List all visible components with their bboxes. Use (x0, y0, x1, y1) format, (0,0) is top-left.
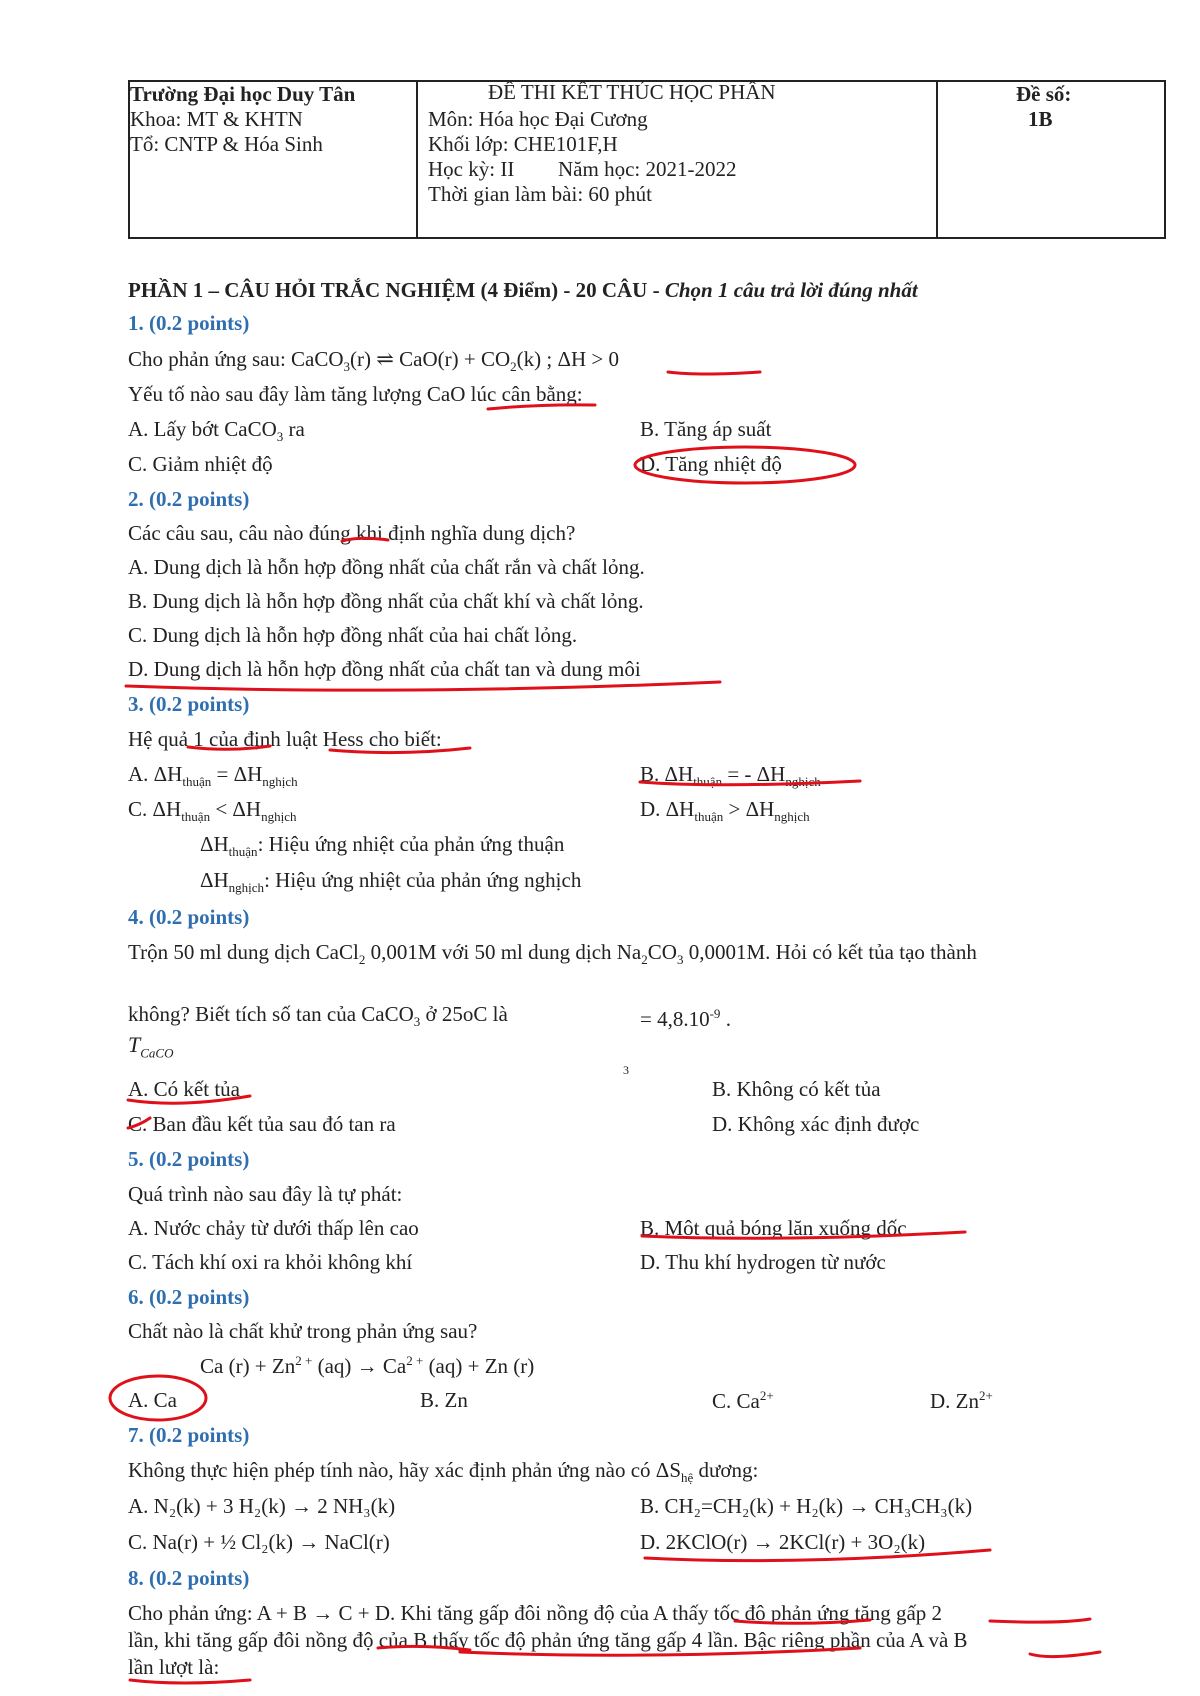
q6-option-b[interactable]: B. Zn (420, 1388, 468, 1412)
question-4-stem2: không? Biết tích số tan của CaCO$_3$ ở 25oC là (128, 1002, 508, 1030)
q5-option-b[interactable]: B. Một quả bóng lăn xuống dốc (640, 1216, 907, 1240)
q4-option-a[interactable]: A. Có kết tủa (128, 1077, 240, 1101)
q4-option-b[interactable]: B. Không có kết tủa (712, 1077, 881, 1101)
q2-option-a[interactable]: A. Dung dịch là hỗn hợp đồng nhất của chất rắn và chất lỏng. (128, 555, 645, 579)
question-3-stem: Hệ quả 1 của định luật Hess cho biết: (128, 727, 442, 751)
school-name: Trường Đại học Duy Tân (130, 82, 356, 106)
question-5-stem: Quá trình nào sau đây là tự phát: (128, 1182, 403, 1206)
q3-option-d[interactable]: D. $\Delta H_{thuận} > \Delta H_{nghịch}$ (640, 797, 810, 825)
question-1-stem: Cho phản ứng sau: CaCO$_3$(r) ⇌ $CaO(r) + CO_2(k)$ ; ΔH > 0 (128, 347, 619, 375)
q2-option-c[interactable]: C. Dung dịch là hỗn hợp đồng nhất của hai chất lỏng. (128, 623, 578, 647)
q5-option-d[interactable]: D. Thu khí hydrogen từ nước (640, 1250, 886, 1274)
ksp-value: = $4,8.10^{-9}$ . (640, 1006, 731, 1031)
q1-option-b[interactable]: B. Tăng áp suất (640, 417, 772, 441)
q5-option-c[interactable]: C. Tách khí oxi ra khỏi không khí (128, 1250, 413, 1274)
exam-code-label: Đề số: (1016, 82, 1072, 106)
header-code-cell (938, 82, 1164, 237)
q1-option-d[interactable]: D. Tăng nhiệt độ (640, 452, 782, 476)
q2-option-b[interactable]: B. Dung dịch là hỗn hợp đồng nhất của chất khí và chất lỏng. (128, 589, 644, 613)
q7-option-d[interactable]: D. 2KClO(r) → 2KCl(r) + 3O₂(k) (640, 1530, 926, 1554)
semester: Học kỳ: II (428, 157, 515, 181)
stray-subscript: 3 (623, 1063, 629, 1077)
q6-option-c[interactable]: C. $Ca^{2+}$ (712, 1388, 774, 1413)
q3-note-reverse: $\Delta H_{nghịch}$: Hiệu ứng nhiệt của phản ứng nghịch (200, 868, 582, 896)
question-4-stem1: Trộn 50 ml dung dịch CaCl$_2$ 0,001M với 50 ml dung dịch $Na_2CO_3$ 0,0001M. Hỏi có kết tủa tạo thành (128, 940, 977, 968)
q3-option-b[interactable]: B. $\Delta H_{thuận}$ = - $\Delta H_{nghịch}$ (640, 762, 821, 790)
q7-option-c[interactable]: C. Na(r) + ½ Cl₂(k) → NaCl(r) (128, 1530, 390, 1554)
q3-note-forward: $\Delta H_{thuận}$: Hiệu ứng nhiệt của phản ứng thuận (200, 832, 565, 860)
q3-option-a[interactable]: A. $\Delta H_{thuận} = \Delta H_{nghịch}$ (128, 762, 298, 790)
section-title (128, 278, 918, 303)
question-2-stem: Các câu sau, câu nào đúng khi định nghĩa dung dịch? (128, 521, 576, 545)
question-8-header: 8. (0.2 points) (128, 1566, 250, 1590)
q4-option-d[interactable]: D. Không xác định được (712, 1112, 920, 1136)
exam-code-value: 1B (1028, 107, 1053, 131)
question-1-stem2: Yếu tố nào sau đây làm tăng lượng CaO lúc cân bằng: (128, 382, 583, 406)
q3-option-c[interactable]: C. $\Delta H_{thuận} < \Delta H_{nghịch}$ (128, 797, 297, 825)
question-1-header: 1. (0.2 points) (128, 311, 250, 335)
header-school-cell (130, 82, 418, 237)
q1-option-a[interactable]: A. Lấy bớt CaCO$_3$ ra (128, 417, 305, 445)
faculty: Khoa: MT & KHTN (130, 107, 303, 131)
class: Khối lớp: CHE101F,H (428, 132, 618, 156)
ksp-symbol: $T_{CaCO}$ (128, 1032, 174, 1061)
duration: Thời gian làm bài: 60 phút (428, 182, 652, 206)
q1-option-c[interactable]: C. Giảm nhiệt độ (128, 452, 273, 476)
q2-option-d[interactable]: D. Dung dịch là hỗn hợp đồng nhất của chất tan và dung môi (128, 657, 641, 681)
q4-option-c[interactable]: C. Ban đầu kết tủa sau đó tan ra (128, 1112, 396, 1136)
question-6-equation: Ca $(r) + Zn^{2 +}$ $(aq) \to Ca^{2 +}$ (aq) + Zn (r) (200, 1353, 535, 1378)
exam-title: ĐỀ THI KẾT THÚC HỌC PHẦN (488, 80, 776, 104)
question-8-stem-line1: Cho phản ứng: A + B → C + D. Khi tăng gấp đôi nồng độ của A thấy tốc độ phản ứng tăng gấp 2 (128, 1601, 943, 1625)
q5-option-a[interactable]: A. Nước chảy từ dưới thấp lên cao (128, 1216, 419, 1240)
question-7-stem: Không thực hiện phép tính nào, hãy xác định phản ứng nào có $\Delta S_{hệ}$ dương: (128, 1458, 759, 1486)
question-8-stem-line3: lần lượt là: (128, 1655, 220, 1679)
group: Tổ: CNTP & Hóa Sinh (130, 132, 323, 156)
subject: Môn: Hóa học Đại Cương (428, 107, 648, 131)
school-year: Năm học: 2021-2022 (558, 157, 737, 181)
question-3-header: 3. (0.2 points) (128, 692, 250, 716)
q7-option-a[interactable]: A. N₂(k) + 3 H₂(k) → 2 NH₃(k) (128, 1494, 396, 1518)
q6-option-d[interactable]: D. $Zn^{2+}$ (930, 1388, 993, 1413)
section-heading: PHẦN 1 – CÂU HỎI TRẮC NGHIỆM (4 Điểm) - 20 CÂU - (128, 278, 665, 302)
question-4-header: 4. (0.2 points) (128, 905, 250, 929)
question-6-header: 6. (0.2 points) (128, 1285, 250, 1309)
question-2-header: 2. (0.2 points) (128, 487, 250, 511)
question-5-header: 5. (0.2 points) (128, 1147, 250, 1171)
q7-option-b[interactable]: B. CH₂=CH₂(k) + H₂(k) → CH₃CH₃(k) (640, 1494, 973, 1518)
ink-underline-dh (668, 372, 760, 374)
question-7-header: 7. (0.2 points) (128, 1423, 250, 1447)
section-instruction: Chọn 1 câu trả lời đúng nhất (664, 278, 918, 302)
question-8-stem-line2: lần, khi tăng gấp đôi nồng độ của B thấy tốc độ phản ứng tăng gấp 4 lần. Bậc riêng phần của A và B (128, 1628, 968, 1652)
ink-underline-q2-d (126, 682, 720, 690)
question-6-stem: Chất nào là chất khử trong phản ứng sau? (128, 1319, 478, 1343)
q6-option-a[interactable]: A. Ca (128, 1388, 177, 1412)
header-exam-cell (418, 82, 938, 237)
exam-header-table (128, 80, 1166, 239)
